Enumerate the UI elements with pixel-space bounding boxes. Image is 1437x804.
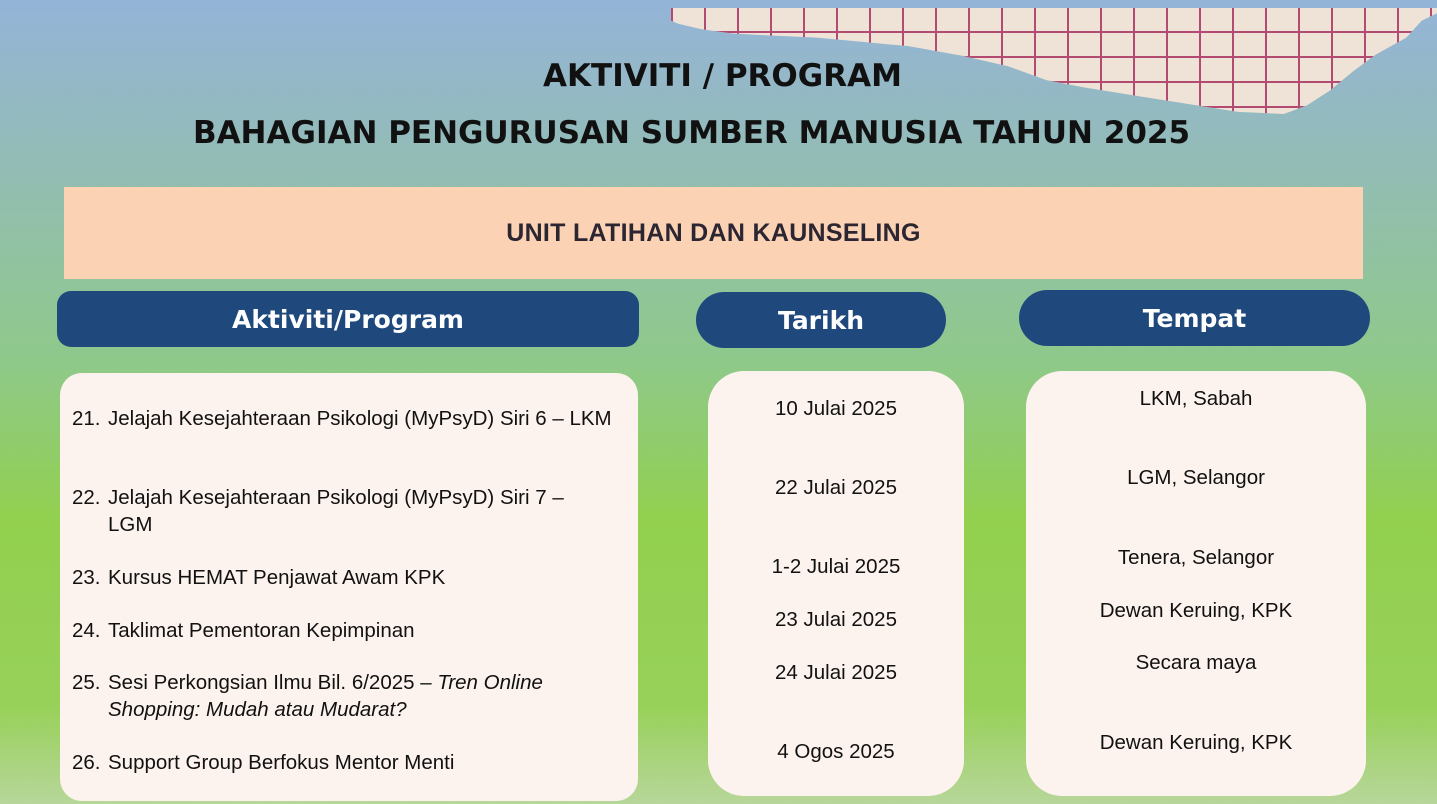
page-subtitle: BAHAGIAN PENGURUSAN SUMBER MANUSIA TAHUN 2025 bbox=[192, 115, 1191, 151]
activity-item bbox=[72, 749, 612, 776]
activity-number: 24. bbox=[72, 619, 101, 642]
activity-text: Support Group Berfokus Mentor Menti bbox=[108, 751, 455, 774]
activity-number: 23. bbox=[72, 566, 101, 589]
activity-text-italic: Tren Online Shopping: Mudah atau Mudarat? bbox=[108, 671, 543, 721]
place-cell: LKM, Sabah bbox=[1139, 387, 1253, 410]
date-cell: 23 Julai 2025 bbox=[775, 608, 897, 631]
activity-text: Jelajah Kesejahteraan Psikologi (MyPsyD) Siri 6 – LKM bbox=[108, 407, 612, 430]
activity-item bbox=[72, 405, 612, 432]
place-list-panel bbox=[1026, 371, 1366, 796]
date-list-panel bbox=[708, 371, 964, 796]
date-cell: 22 Julai 2025 bbox=[775, 476, 897, 499]
place-cell: LGM, Selangor bbox=[1127, 466, 1265, 489]
place-cell: Tenera, Selangor bbox=[1117, 546, 1275, 569]
place-cell: Secara maya bbox=[1135, 651, 1257, 674]
activity-item bbox=[72, 669, 612, 723]
activity-number: 25. bbox=[72, 671, 101, 694]
activity-text: Taklimat Pementoran Kepimpinan bbox=[108, 619, 415, 642]
date-cell: 10 Julai 2025 bbox=[775, 397, 897, 420]
page-title: AKTIVITI / PROGRAM bbox=[543, 58, 902, 94]
activity-text: Sesi Perkongsian Ilmu Bil. 6/2025 – bbox=[108, 671, 438, 694]
activity-item bbox=[72, 564, 612, 591]
date-column-header: Tarikh bbox=[696, 292, 946, 348]
activity-item bbox=[72, 484, 612, 538]
date-cell: 4 Ogos 2025 bbox=[777, 740, 895, 763]
activity-text: Jelajah Kesejahteraan Psikologi (MyPsyD) Siri 7 – LGM bbox=[108, 486, 564, 536]
activity-number: 26. bbox=[72, 751, 101, 774]
unit-banner bbox=[64, 187, 1363, 279]
activity-number: 22. bbox=[72, 486, 101, 509]
activity-list-panel bbox=[60, 373, 638, 801]
unit-name: UNIT LATIHAN DAN KAUNSELING bbox=[506, 218, 921, 247]
place-cell: Dewan Keruing, KPK bbox=[1099, 599, 1293, 622]
activity-column-header: Aktiviti/Program bbox=[57, 291, 639, 347]
place-column-header: Tempat bbox=[1019, 290, 1370, 346]
activity-item bbox=[72, 617, 612, 644]
date-cell: 24 Julai 2025 bbox=[775, 661, 897, 684]
place-cell: Dewan Keruing, KPK bbox=[1099, 731, 1293, 754]
activity-text: Kursus HEMAT Penjawat Awam KPK bbox=[108, 566, 446, 589]
date-cell: 1-2 Julai 2025 bbox=[771, 555, 901, 578]
activity-number: 21. bbox=[72, 407, 101, 430]
